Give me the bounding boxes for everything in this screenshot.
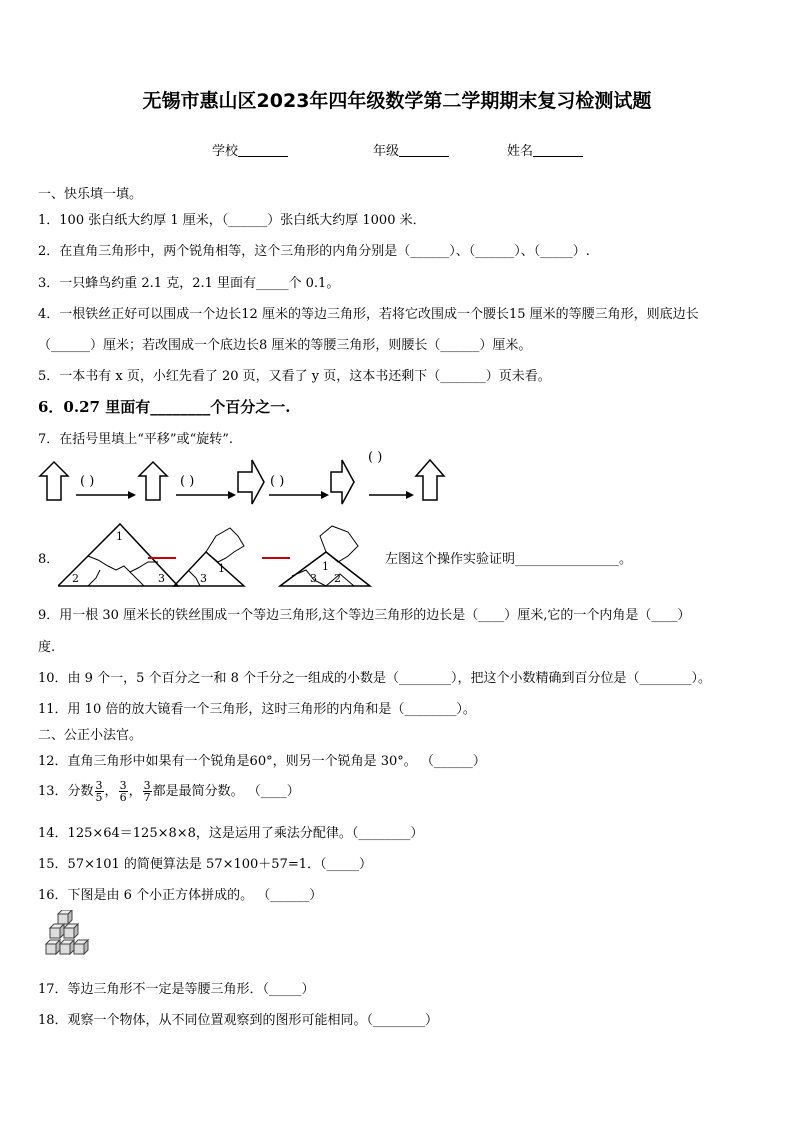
question-16: 16．下图是由 6 个小正方体拼成的。 （______） <box>38 888 323 903</box>
grade-label: 年级 <box>373 144 400 159</box>
section-heading-2: 二、公正小法官。 <box>38 728 143 743</box>
question-13-prefix: 13．分数 <box>38 784 94 799</box>
cubes-figure <box>44 910 100 966</box>
fraction <box>95 780 104 803</box>
question-9-line-1: 9．用一根 30 厘米长的铁丝围成一个等边三角形,这个等边三角形的边长是（____）厘米,它的一个内角是（____） <box>38 608 691 623</box>
tear-line <box>188 570 200 586</box>
right-arrow-head <box>321 491 329 499</box>
torn-piece <box>320 526 358 562</box>
question-3: 3．一只蜂鸟约重 2.1 克，2.1 里面有_____个 0.1。 <box>38 276 340 291</box>
triangle-shape <box>174 552 244 586</box>
label-1: 1 <box>116 530 123 543</box>
label-1: 1 <box>322 560 329 573</box>
question-6: 6．0.27 里面有________个百分之一. <box>38 398 291 416</box>
section-heading-1: 一、快乐填一填。 <box>38 187 143 202</box>
denominator: 5 <box>95 791 103 804</box>
up-arrow-shape <box>40 462 68 500</box>
question-5: 5．一本书有 x 页，小红先看了 20 页，又看了 y 页，这本书还剩下（_______）页未看。 <box>38 369 551 384</box>
question-17: 17．等边三角形不一定是等腰三角形．（_____） <box>38 982 315 997</box>
question-8-text: 左图这个操作实验证明________________。 <box>385 552 633 567</box>
denominator: 6 <box>119 791 127 804</box>
question-18: 18．观察一个物体，从不同位置观察到的图形可能相同。（________） <box>38 1013 439 1028</box>
numerator: 3 <box>143 779 151 792</box>
question-10: 10．由 9 个一，5 个百分之一和 8 个千分之一组成的小数是（________），把这个小数精确到百分位是（________）。 <box>38 671 712 686</box>
page-title: 无锡市惠山区2023年四年级数学第二学期期末复习检测试题 <box>142 90 652 112</box>
question-13-suffix: 都是最简分数。 （____） <box>152 784 300 799</box>
question-1: 1．100 张白纸大约厚 1 厘米，（______）张白纸大约厚 1000 米． <box>38 213 426 228</box>
label-3: 3 <box>158 572 165 585</box>
numerator: 3 <box>119 779 127 792</box>
up-arrow-shape <box>139 462 167 500</box>
question-9-line-2: 度. <box>38 640 56 655</box>
fraction <box>143 780 152 803</box>
label-2: 2 <box>334 572 341 585</box>
question-14: 14．125×64＝125×8×8，这是运用了乘法分配律。（________） <box>38 826 424 841</box>
label-3: 3 <box>310 572 317 585</box>
school-blank[interactable] <box>238 143 288 157</box>
right-block-arrow <box>331 460 354 504</box>
question-4-line-2: （______）厘米；若改围成一个底边长8 厘米的等腰三角形，则腰长（______）厘米。 <box>38 338 532 353</box>
school-label: 学校 <box>212 144 239 159</box>
up-arrow-shape <box>416 460 444 500</box>
grade-field <box>373 140 449 159</box>
question-2: 2．在直角三角形中，两个锐角相等，这个三角形的内角分别是（______）、（______）、（_____）. <box>38 244 590 259</box>
tear-line <box>292 570 326 586</box>
right-arrow-head <box>228 491 236 499</box>
separator: ， <box>104 784 118 799</box>
torn-piece <box>206 528 244 562</box>
question-4-line-1: 4．一根铁丝正好可以围成一个边长12 厘米的等边三角形，若将它改围成一个腰长15 厘米的等腰三角形，则底边长 <box>38 307 699 322</box>
label-3: 3 <box>200 572 207 585</box>
blank-3[interactable]: ( ) <box>270 474 285 489</box>
fraction <box>119 780 128 803</box>
tear-line <box>130 572 144 586</box>
question-15: 15．57×101 的简便算法是 57×100＋57=1．（_____） <box>38 857 373 872</box>
blank-2[interactable]: ( ) <box>180 474 195 489</box>
question-7: 7．在括号里填上“平移”或“旋转”. <box>38 432 233 447</box>
separator: ， <box>128 784 142 799</box>
right-arrow-head <box>406 491 414 499</box>
right-block-arrow <box>238 460 264 504</box>
label-1: 1 <box>218 562 225 575</box>
label-2: 2 <box>72 572 79 585</box>
triangle-angle-sum-figure <box>58 522 378 590</box>
question-11: 11．用 10 倍的放大镜看一个三角形，这时三角形的内角和是（________）。 <box>38 702 476 717</box>
blank-4[interactable]: ( ) <box>368 450 383 465</box>
question-8-number: 8． <box>38 552 60 567</box>
numerator: 3 <box>95 779 103 792</box>
grade-blank[interactable] <box>399 143 449 157</box>
question-12: 12．直角三角形中如果有一个锐角是60°，则另一个锐角是 30°。 （______） <box>38 754 486 769</box>
name-label: 姓名 <box>507 144 534 159</box>
name-blank[interactable] <box>533 143 583 157</box>
translation-rotation-figure <box>36 450 456 506</box>
name-field <box>507 140 583 159</box>
school-field <box>212 140 288 159</box>
tear-line <box>88 556 158 572</box>
tear-line <box>88 570 100 586</box>
question-13 <box>38 780 300 803</box>
right-arrow-head <box>128 491 136 499</box>
blank-1[interactable]: ( ) <box>80 474 95 489</box>
denominator: 7 <box>143 791 151 804</box>
